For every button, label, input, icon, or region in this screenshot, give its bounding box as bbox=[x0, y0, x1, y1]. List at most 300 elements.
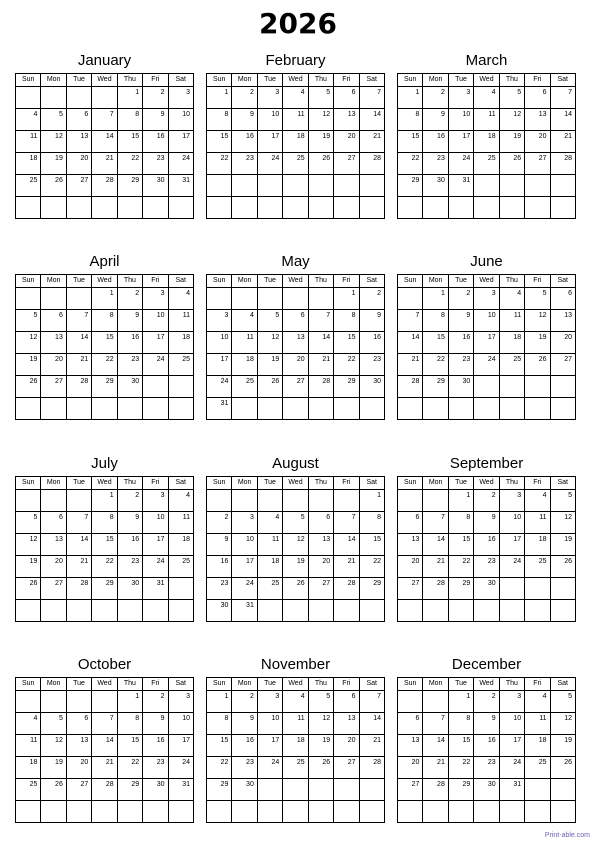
day-cell: 20 bbox=[334, 131, 359, 153]
day-cell: 4 bbox=[525, 490, 550, 512]
month-march bbox=[397, 50, 576, 200]
weekday-label: Sun bbox=[398, 74, 423, 87]
month-name: September bbox=[449, 455, 524, 472]
day-cell: 1 bbox=[334, 288, 359, 310]
day-cell: 26 bbox=[41, 175, 66, 197]
week-row bbox=[16, 131, 194, 153]
week-row bbox=[398, 153, 576, 175]
day-cell: 31 bbox=[168, 175, 193, 197]
weekday-label: Sat bbox=[550, 74, 575, 87]
day-cell bbox=[232, 490, 257, 512]
week-row bbox=[16, 779, 194, 801]
day-cell: 22 bbox=[117, 153, 142, 175]
day-cell bbox=[550, 197, 575, 219]
day-cell: 7 bbox=[423, 512, 448, 534]
month-september bbox=[397, 453, 576, 603]
week-row bbox=[16, 310, 194, 332]
day-cell: 15 bbox=[359, 534, 384, 556]
day-cell: 18 bbox=[168, 534, 193, 556]
month-grid bbox=[15, 274, 194, 420]
week-row bbox=[16, 87, 194, 109]
day-cell: 14 bbox=[423, 534, 448, 556]
day-cell: 17 bbox=[232, 556, 257, 578]
day-cell: 24 bbox=[474, 354, 499, 376]
weekday-label: Thu bbox=[308, 477, 333, 490]
day-cell bbox=[398, 197, 423, 219]
day-cell: 30 bbox=[448, 376, 473, 398]
year-title: 2026 bbox=[259, 7, 337, 40]
weekday-label: Sun bbox=[16, 477, 41, 490]
weekday-label: Wed bbox=[283, 477, 308, 490]
week-row bbox=[207, 578, 385, 600]
day-cell: 29 bbox=[117, 175, 142, 197]
month-may bbox=[206, 251, 385, 407]
day-cell: 9 bbox=[474, 713, 499, 735]
day-cell bbox=[168, 600, 193, 622]
weekday-label: Mon bbox=[41, 275, 66, 288]
weekday-label: Sun bbox=[207, 678, 232, 691]
weekday-label: Fri bbox=[525, 74, 550, 87]
day-cell: 13 bbox=[525, 109, 550, 131]
week-row bbox=[398, 534, 576, 556]
day-cell: 6 bbox=[334, 691, 359, 713]
day-cell: 13 bbox=[41, 534, 66, 556]
day-cell: 20 bbox=[525, 131, 550, 153]
day-cell bbox=[168, 197, 193, 219]
weekday-label: Sat bbox=[168, 275, 193, 288]
day-cell: 11 bbox=[168, 512, 193, 534]
weekday-label: Thu bbox=[499, 74, 524, 87]
day-cell: 30 bbox=[143, 779, 168, 801]
weekday-label: Sun bbox=[16, 275, 41, 288]
weekday-label: Mon bbox=[41, 477, 66, 490]
week-row bbox=[398, 197, 576, 219]
day-cell bbox=[359, 398, 384, 420]
day-cell bbox=[308, 288, 333, 310]
month-grid bbox=[397, 476, 576, 622]
day-cell: 25 bbox=[168, 556, 193, 578]
day-cell: 15 bbox=[398, 131, 423, 153]
day-cell: 23 bbox=[232, 153, 257, 175]
day-cell: 25 bbox=[257, 578, 282, 600]
day-cell: 25 bbox=[16, 779, 41, 801]
day-cell: 27 bbox=[66, 175, 91, 197]
day-cell: 5 bbox=[308, 691, 333, 713]
month-june bbox=[397, 251, 576, 401]
day-cell bbox=[308, 197, 333, 219]
day-cell: 20 bbox=[550, 332, 575, 354]
day-cell: 11 bbox=[525, 512, 550, 534]
day-cell: 11 bbox=[525, 713, 550, 735]
day-cell: 3 bbox=[232, 512, 257, 534]
day-cell: 4 bbox=[283, 87, 308, 109]
day-cell: 1 bbox=[398, 87, 423, 109]
day-cell: 6 bbox=[334, 87, 359, 109]
day-cell: 2 bbox=[423, 87, 448, 109]
day-cell: 19 bbox=[550, 735, 575, 757]
week-row bbox=[398, 779, 576, 801]
weekday-label: Sat bbox=[359, 477, 384, 490]
day-cell: 29 bbox=[117, 779, 142, 801]
weekday-label: Tue bbox=[257, 275, 282, 288]
month-grid bbox=[397, 73, 576, 219]
weekday-label: Wed bbox=[92, 74, 117, 87]
day-cell: 13 bbox=[41, 332, 66, 354]
day-cell: 7 bbox=[92, 713, 117, 735]
month-november bbox=[206, 654, 385, 804]
day-cell bbox=[283, 600, 308, 622]
day-cell: 9 bbox=[474, 512, 499, 534]
day-cell: 31 bbox=[232, 600, 257, 622]
day-cell: 9 bbox=[117, 512, 142, 534]
day-cell: 5 bbox=[550, 691, 575, 713]
day-cell: 30 bbox=[143, 175, 168, 197]
weekday-label: Tue bbox=[66, 74, 91, 87]
day-cell: 23 bbox=[232, 757, 257, 779]
day-cell: 2 bbox=[474, 691, 499, 713]
day-cell: 27 bbox=[308, 578, 333, 600]
day-cell bbox=[207, 288, 232, 310]
weekday-label: Tue bbox=[257, 74, 282, 87]
week-row bbox=[16, 578, 194, 600]
day-cell bbox=[550, 398, 575, 420]
day-cell bbox=[499, 376, 524, 398]
day-cell: 24 bbox=[207, 376, 232, 398]
weekday-label: Thu bbox=[117, 477, 142, 490]
day-cell: 21 bbox=[550, 131, 575, 153]
day-cell: 29 bbox=[207, 779, 232, 801]
day-cell: 17 bbox=[448, 131, 473, 153]
day-cell: 18 bbox=[499, 332, 524, 354]
weekday-label: Mon bbox=[232, 74, 257, 87]
weekday-label: Sun bbox=[16, 74, 41, 87]
week-row bbox=[207, 713, 385, 735]
day-cell: 2 bbox=[143, 87, 168, 109]
weekday-header-row bbox=[16, 477, 194, 490]
day-cell: 24 bbox=[143, 556, 168, 578]
day-cell: 15 bbox=[448, 534, 473, 556]
week-row bbox=[16, 288, 194, 310]
day-cell: 9 bbox=[423, 109, 448, 131]
day-cell: 15 bbox=[92, 534, 117, 556]
day-cell bbox=[448, 801, 473, 823]
day-cell: 27 bbox=[66, 779, 91, 801]
month-grid bbox=[206, 274, 385, 420]
day-cell bbox=[334, 600, 359, 622]
day-cell: 20 bbox=[66, 757, 91, 779]
month-name: August bbox=[272, 455, 319, 472]
day-cell bbox=[66, 600, 91, 622]
day-cell: 20 bbox=[398, 757, 423, 779]
day-cell bbox=[66, 398, 91, 420]
day-cell: 30 bbox=[117, 376, 142, 398]
month-grid bbox=[206, 476, 385, 622]
day-cell bbox=[66, 801, 91, 823]
day-cell: 28 bbox=[92, 779, 117, 801]
day-cell bbox=[423, 197, 448, 219]
day-cell: 30 bbox=[232, 779, 257, 801]
day-cell: 15 bbox=[423, 332, 448, 354]
weekday-label: Fri bbox=[525, 678, 550, 691]
day-cell: 21 bbox=[92, 757, 117, 779]
day-cell: 19 bbox=[308, 735, 333, 757]
weekday-label: Fri bbox=[334, 74, 359, 87]
day-cell bbox=[143, 376, 168, 398]
day-cell: 14 bbox=[92, 131, 117, 153]
day-cell: 10 bbox=[257, 109, 282, 131]
day-cell bbox=[423, 490, 448, 512]
day-cell bbox=[525, 779, 550, 801]
day-cell: 26 bbox=[308, 153, 333, 175]
day-cell bbox=[423, 398, 448, 420]
day-cell bbox=[257, 197, 282, 219]
weekday-label: Sat bbox=[359, 74, 384, 87]
month-name: October bbox=[77, 656, 132, 673]
weekday-header-row bbox=[207, 275, 385, 288]
day-cell: 1 bbox=[423, 288, 448, 310]
day-cell: 10 bbox=[474, 310, 499, 332]
weekday-label: Wed bbox=[283, 74, 308, 87]
day-cell: 27 bbox=[334, 153, 359, 175]
day-cell: 11 bbox=[283, 109, 308, 131]
day-cell bbox=[16, 801, 41, 823]
month-grid bbox=[206, 677, 385, 823]
day-cell: 14 bbox=[550, 109, 575, 131]
weekday-label: Thu bbox=[308, 74, 333, 87]
day-cell: 5 bbox=[525, 288, 550, 310]
day-cell: 23 bbox=[117, 354, 142, 376]
day-cell: 16 bbox=[359, 332, 384, 354]
weekday-label: Fri bbox=[143, 275, 168, 288]
day-cell bbox=[423, 600, 448, 622]
day-cell: 25 bbox=[525, 757, 550, 779]
day-cell bbox=[308, 490, 333, 512]
day-cell: 28 bbox=[334, 578, 359, 600]
day-cell bbox=[41, 197, 66, 219]
day-cell: 11 bbox=[232, 332, 257, 354]
week-row bbox=[207, 398, 385, 420]
day-cell bbox=[525, 376, 550, 398]
day-cell: 16 bbox=[207, 556, 232, 578]
day-cell: 22 bbox=[359, 556, 384, 578]
week-row bbox=[207, 534, 385, 556]
day-cell: 7 bbox=[308, 310, 333, 332]
day-cell: 25 bbox=[283, 757, 308, 779]
day-cell: 7 bbox=[66, 310, 91, 332]
day-cell: 25 bbox=[283, 153, 308, 175]
weekday-label: Sat bbox=[168, 678, 193, 691]
day-cell: 24 bbox=[499, 556, 524, 578]
day-cell bbox=[499, 578, 524, 600]
week-row bbox=[16, 332, 194, 354]
day-cell: 27 bbox=[525, 153, 550, 175]
day-cell: 20 bbox=[41, 556, 66, 578]
week-row bbox=[207, 288, 385, 310]
day-cell: 29 bbox=[398, 175, 423, 197]
day-cell: 29 bbox=[448, 578, 473, 600]
weekday-label: Wed bbox=[283, 275, 308, 288]
day-cell: 27 bbox=[398, 779, 423, 801]
day-cell: 26 bbox=[16, 578, 41, 600]
day-cell: 10 bbox=[232, 534, 257, 556]
day-cell bbox=[334, 197, 359, 219]
day-cell: 11 bbox=[16, 735, 41, 757]
day-cell bbox=[232, 288, 257, 310]
day-cell bbox=[168, 398, 193, 420]
day-cell: 15 bbox=[334, 332, 359, 354]
day-cell: 31 bbox=[143, 578, 168, 600]
day-cell: 30 bbox=[117, 578, 142, 600]
day-cell bbox=[257, 175, 282, 197]
day-cell bbox=[16, 490, 41, 512]
day-cell: 7 bbox=[359, 691, 384, 713]
day-cell: 20 bbox=[308, 556, 333, 578]
day-cell: 16 bbox=[232, 735, 257, 757]
day-cell: 1 bbox=[359, 490, 384, 512]
week-row bbox=[207, 691, 385, 713]
weekday-label: Tue bbox=[66, 678, 91, 691]
day-cell bbox=[257, 801, 282, 823]
day-cell: 8 bbox=[423, 310, 448, 332]
day-cell bbox=[474, 376, 499, 398]
day-cell: 30 bbox=[207, 600, 232, 622]
day-cell: 30 bbox=[474, 578, 499, 600]
month-december bbox=[397, 654, 576, 804]
day-cell: 2 bbox=[232, 691, 257, 713]
day-cell: 19 bbox=[308, 131, 333, 153]
day-cell: 13 bbox=[308, 534, 333, 556]
day-cell bbox=[41, 398, 66, 420]
day-cell: 6 bbox=[398, 512, 423, 534]
day-cell: 11 bbox=[16, 131, 41, 153]
day-cell: 2 bbox=[359, 288, 384, 310]
weekday-label: Mon bbox=[232, 678, 257, 691]
day-cell: 22 bbox=[207, 153, 232, 175]
day-cell: 12 bbox=[41, 131, 66, 153]
day-cell bbox=[308, 779, 333, 801]
day-cell: 22 bbox=[448, 757, 473, 779]
day-cell: 28 bbox=[398, 376, 423, 398]
weekday-label: Sun bbox=[16, 678, 41, 691]
day-cell: 1 bbox=[92, 490, 117, 512]
day-cell: 17 bbox=[168, 735, 193, 757]
week-row bbox=[207, 757, 385, 779]
day-cell: 21 bbox=[359, 735, 384, 757]
week-row bbox=[16, 600, 194, 622]
week-row bbox=[398, 512, 576, 534]
month-february bbox=[206, 50, 385, 200]
day-cell bbox=[525, 398, 550, 420]
day-cell: 14 bbox=[334, 534, 359, 556]
day-cell bbox=[283, 288, 308, 310]
weekday-label: Tue bbox=[257, 477, 282, 490]
weekday-header-row bbox=[16, 678, 194, 691]
day-cell: 22 bbox=[92, 354, 117, 376]
weekday-label: Wed bbox=[474, 74, 499, 87]
day-cell: 24 bbox=[257, 757, 282, 779]
day-cell: 20 bbox=[66, 153, 91, 175]
weekday-label: Fri bbox=[334, 678, 359, 691]
day-cell: 18 bbox=[168, 332, 193, 354]
day-cell: 12 bbox=[308, 713, 333, 735]
day-cell: 15 bbox=[448, 735, 473, 757]
day-cell: 12 bbox=[525, 310, 550, 332]
day-cell bbox=[143, 801, 168, 823]
day-cell: 16 bbox=[143, 735, 168, 757]
day-cell bbox=[398, 288, 423, 310]
day-cell: 26 bbox=[41, 779, 66, 801]
day-cell: 27 bbox=[550, 354, 575, 376]
day-cell: 2 bbox=[117, 288, 142, 310]
weekday-label: Thu bbox=[308, 678, 333, 691]
weekday-label: Sat bbox=[359, 678, 384, 691]
week-row bbox=[398, 757, 576, 779]
month-october bbox=[15, 654, 194, 804]
day-cell: 22 bbox=[423, 354, 448, 376]
day-cell: 14 bbox=[308, 332, 333, 354]
day-cell bbox=[334, 175, 359, 197]
day-cell: 21 bbox=[398, 354, 423, 376]
day-cell bbox=[117, 801, 142, 823]
day-cell bbox=[499, 197, 524, 219]
day-cell bbox=[283, 779, 308, 801]
day-cell: 8 bbox=[92, 310, 117, 332]
day-cell bbox=[334, 490, 359, 512]
day-cell: 13 bbox=[66, 735, 91, 757]
day-cell: 18 bbox=[257, 556, 282, 578]
day-cell: 22 bbox=[334, 354, 359, 376]
weekday-label: Mon bbox=[41, 74, 66, 87]
day-cell bbox=[117, 600, 142, 622]
weekday-header-row bbox=[16, 74, 194, 87]
day-cell: 12 bbox=[257, 332, 282, 354]
day-cell: 29 bbox=[359, 578, 384, 600]
weekday-label: Sat bbox=[168, 477, 193, 490]
day-cell: 3 bbox=[257, 691, 282, 713]
weekday-label: Tue bbox=[448, 275, 473, 288]
week-row bbox=[207, 512, 385, 534]
day-cell: 30 bbox=[474, 779, 499, 801]
day-cell bbox=[550, 779, 575, 801]
weekday-label: Fri bbox=[525, 275, 550, 288]
week-row bbox=[16, 197, 194, 219]
day-cell: 8 bbox=[448, 713, 473, 735]
week-row bbox=[207, 87, 385, 109]
day-cell: 3 bbox=[499, 490, 524, 512]
day-cell bbox=[359, 600, 384, 622]
day-cell bbox=[499, 600, 524, 622]
day-cell: 10 bbox=[207, 332, 232, 354]
day-cell: 20 bbox=[398, 556, 423, 578]
day-cell: 5 bbox=[499, 87, 524, 109]
day-cell: 26 bbox=[283, 578, 308, 600]
day-cell: 28 bbox=[308, 376, 333, 398]
month-grid bbox=[15, 677, 194, 823]
day-cell: 20 bbox=[41, 354, 66, 376]
day-cell: 1 bbox=[448, 691, 473, 713]
weekday-label: Thu bbox=[117, 275, 142, 288]
day-cell: 23 bbox=[359, 354, 384, 376]
day-cell: 6 bbox=[283, 310, 308, 332]
day-cell: 14 bbox=[398, 332, 423, 354]
day-cell: 16 bbox=[423, 131, 448, 153]
day-cell bbox=[232, 801, 257, 823]
day-cell: 3 bbox=[448, 87, 473, 109]
day-cell: 2 bbox=[143, 691, 168, 713]
weekday-label: Sat bbox=[550, 275, 575, 288]
day-cell bbox=[41, 87, 66, 109]
day-cell: 23 bbox=[474, 757, 499, 779]
